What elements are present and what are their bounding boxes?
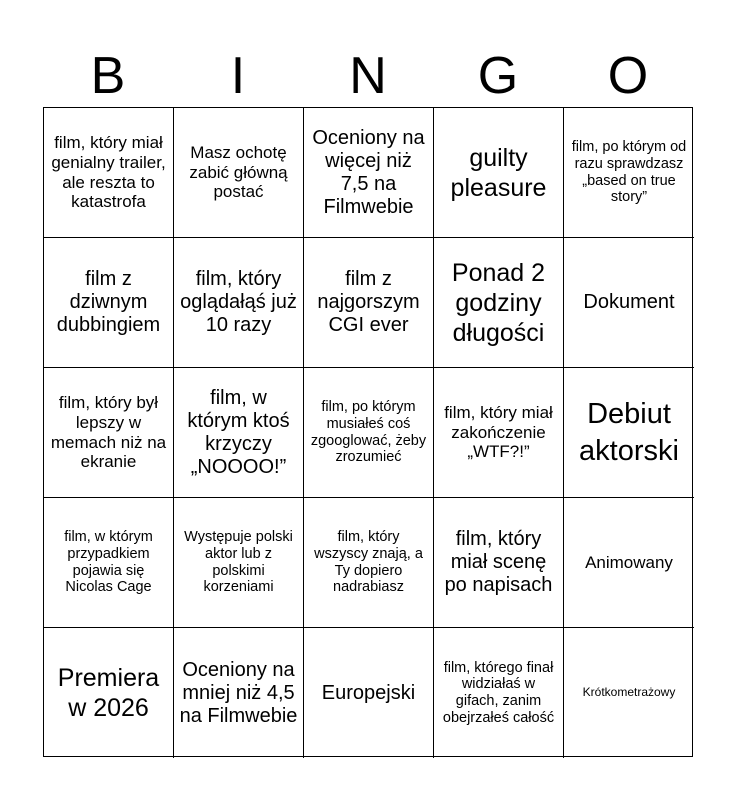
bingo-cell-13[interactable]: film, po którym musiałeś coś zgooglować, żeby zrozumieć — [304, 368, 434, 498]
header-letter-g: G — [477, 47, 519, 105]
bingo-cell-19[interactable]: film, który miał scenę po napisach — [434, 498, 564, 628]
bingo-cell-24[interactable]: film, którego finał widziałaś w gifach, zanim obejrzałeś całość — [434, 628, 564, 758]
bingo-cell-25[interactable]: Krótkometrażowy — [582, 685, 676, 700]
bingo-cell-21[interactable]: Premiera w 2026 — [44, 628, 174, 758]
bingo-cell-7[interactable]: film, który oglądałąś już 10 razy — [174, 238, 304, 368]
bingo-cell-8[interactable]: film z najgorszym CGI ever — [304, 238, 434, 368]
bingo-cell-1[interactable]: film, który miał genialny trailer, ale reszta to katastrofa — [44, 108, 174, 238]
header-letter-i: I — [230, 47, 246, 105]
bingo-cell-22[interactable]: Oceniony na mniej niż 4,5 na Filmwebie — [174, 628, 304, 758]
header-letter-o: O — [607, 47, 649, 105]
bingo-cell-9[interactable]: Ponad 2 godziny długości — [434, 238, 564, 368]
bingo-cell-5[interactable]: film, po którym od razu sprawdzasz „based on true story” — [564, 108, 694, 238]
bingo-cell-4[interactable]: guilty pleasure — [434, 108, 564, 238]
bingo-cell-3[interactable]: Oceniony na więcej niż 7,5 na Filmwebie — [304, 108, 434, 238]
bingo-cell-20[interactable]: Animowany — [564, 498, 694, 628]
bingo-cell-6[interactable]: film z dziwnym dubbingiem — [44, 238, 174, 368]
bingo-grid — [43, 107, 693, 757]
bingo-cell-12[interactable]: film, w którym ktoś krzyczy „NOOOO!” — [174, 368, 304, 498]
bingo-header — [43, 44, 693, 108]
bingo-cell-10[interactable]: Dokument — [564, 238, 694, 368]
bingo-cell-2[interactable]: Masz ochotę zabić główną postać — [174, 108, 304, 238]
bingo-cell-23[interactable]: Europejski — [304, 628, 434, 758]
bingo-cell-14[interactable]: film, który miał zakończenie „WTF?!” — [434, 368, 564, 498]
header-letter-b: B — [90, 47, 126, 105]
bingo-cell-16[interactable]: film, w którym przypadkiem pojawia się Nicolas Cage — [44, 498, 174, 628]
bingo-cell-18[interactable]: film, który wszyscy znają, a Ty dopiero nadrabiasz — [304, 498, 434, 628]
bingo-cell-11[interactable]: film, który był lepszy w memach niż na ekranie — [44, 368, 174, 498]
bingo-cell-17[interactable]: Występuje polski aktor lub z polskimi korzeniami — [174, 498, 304, 628]
bingo-cell-15[interactable]: Debiut aktorski — [564, 368, 694, 498]
header-letter-n: N — [349, 47, 387, 105]
